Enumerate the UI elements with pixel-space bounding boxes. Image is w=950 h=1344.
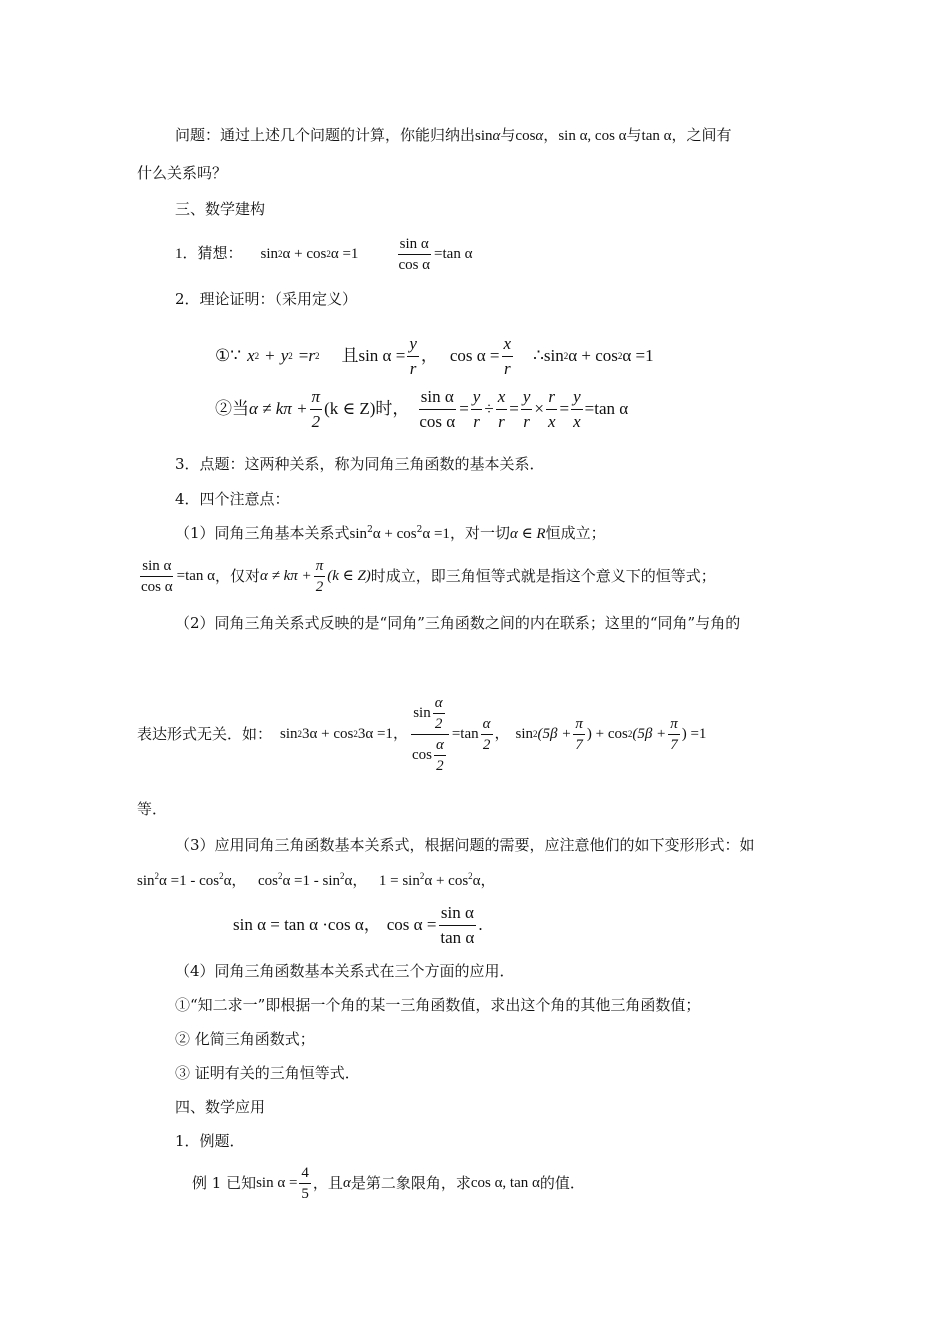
alpha-symbol: α <box>535 128 544 144</box>
conjecture-line: 1．猜想： sin 2 α + cos 2 α =1 $\frac{\text{sin α}}{\text{cos α}}$ =tan α <box>175 235 473 273</box>
application-2: ② 化简三角函数式； <box>175 1030 315 1048</box>
section-heading-3: 三、数学建构 <box>175 200 266 218</box>
question-paragraph <box>175 124 732 147</box>
alpha-symbol: α <box>492 128 501 144</box>
tan-result: =tan α <box>434 246 473 262</box>
note-3: （3）应用同角三角函数基本关系式，根据问题的需要，应注意他们的如下变形形式：如 <box>175 836 755 854</box>
conjecture-label: 1．猜想： <box>175 246 243 262</box>
sin-over-tan-fraction: $\frac{\text{sin α}}{\text{tan α}}$ <box>440 902 475 947</box>
point-four-heading: 4．四个注意点： <box>175 490 290 508</box>
identity-sin: sin <box>260 246 279 262</box>
because-mark: ①∵ <box>215 346 242 365</box>
when-mark: ②当 <box>215 399 249 418</box>
section-heading-4: 四、数学应用 <box>175 1098 266 1116</box>
question-continuation: 什么关系吗？ <box>137 164 228 182</box>
note-4: （4）同角三角函数基本关系式在三个方面的应用． <box>175 962 515 980</box>
sin-over-cos-fraction: $\frac{\text{sin α}}{\text{cos α}}$ <box>398 235 431 273</box>
note-1: （1）同角三角基本关系式$\sin^2\alpha + \cos^2\alpha =1$，对一切α ∈ R恒成立； <box>175 524 606 542</box>
examples-heading: 1．例题． <box>175 1132 245 1150</box>
cos-term: cos <box>515 128 536 144</box>
identity-result: α =1 <box>330 246 359 262</box>
pythagorean-result: α =1 <box>622 346 654 365</box>
x-over-r-fraction: $\frac{x}{r}$ <box>503 333 512 378</box>
tan-term: tan α <box>641 128 672 144</box>
note-2-examples: 表达形式无关．如： sin 2 3α + cos 2 3α =1 ， sin $\frac{\alpha}{2}$ cos $\frac{\alpha}{2}$ =tan $\frac{\alpha}{2}$ ， sin 2 (5β + $\frac{\pi}{7}$ ) + cos 2 (5β + $\frac{\pi}{7}$ ) =1 <box>137 694 707 774</box>
pi-over-2-fraction: $\frac{\pi}{2}$ <box>315 557 324 595</box>
sin-over-cos-fraction: $\frac{\text{sin α}}{\text{cos α}}$ <box>419 386 456 431</box>
proof-heading: 2．理论证明：（采用定义） <box>175 290 358 308</box>
note-3-forms-2: sin α = tan α ·cos α， cos α = $\frac{\text{sin α}}{\text{tan α}}$ . <box>233 902 483 948</box>
identity-cos: α + cos <box>282 246 327 262</box>
example-1: 例 1 已知 sin α = $\frac{4}{5}$ ，且 α 是第二象限角，求 cos α, tan α 的值． <box>192 1164 585 1202</box>
application-3: ③ 证明有关的三角恒等式． <box>175 1064 360 1082</box>
four-fifths-fraction: $\frac{4}{5}$ <box>301 1164 309 1202</box>
proof-step-2: ②当 α ≠ kπ + $\frac{\pi}{2}$ (k ∈ Z)时， $\frac{\text{sin α}}{\text{cos α}}$ = $\frac{y}{r}$ ÷ $\frac{x}{r}$ = $\frac{y}{r}$ × $\frac{r}{x}$ = $\frac{y}{x}$ =tan α <box>215 384 628 434</box>
proof-step-1: ①∵ x 2 + y 2 = r 2 且 sin α = $\frac{y}{r}$ ， cos α = $\frac{x}{r}$ ∴ sin 2 α + cos 2 α =1 <box>215 332 654 380</box>
therefore-mark: ∴ <box>533 346 544 365</box>
and-text: 且 <box>341 346 359 365</box>
point-three: 3．点题：这两种关系，称为同角三角函数的基本关系． <box>175 455 545 473</box>
y-over-r-fraction: $\frac{y}{r}$ <box>409 333 417 378</box>
half-angle-fraction: sin $\frac{\alpha}{2}$ cos $\frac{\alpha}{2}$ <box>410 693 450 776</box>
sin-term: sin <box>475 128 493 144</box>
pi-over-2-fraction: $\frac{\pi}{2}$ <box>311 386 321 431</box>
sin-cos-pair: sin α, cos α <box>558 128 627 144</box>
sin-over-cos-fraction: $\frac{\text{sin α}}{\text{cos α}}$ <box>141 557 173 595</box>
connector-text: 与 <box>500 126 516 144</box>
note-3-forms: $\sin^2\alpha =1 - \cos^2\alpha$， $\cos^2\alpha =1 - \sin^2\alpha$， $1 = \sin^2\alpha + \cos^2\alpha$， <box>137 871 496 889</box>
tan-result: =tan α <box>584 399 629 418</box>
condition-text: (k ∈ Z)时， <box>324 399 410 418</box>
question-text: 问题：通过上述几个问题的计算，你能归纳出 <box>175 126 476 144</box>
application-1: ①“知二求一”即根据一个角的某一三角函数值，求出这个角的其他三角函数值； <box>175 996 701 1014</box>
connector-text: 与 <box>626 126 642 144</box>
comma-text: ， <box>543 126 559 144</box>
note-1-continuation: $\frac{\text{sin α}}{\text{cos α}}$ =tan α ，仅对 α ≠ kπ + $\frac{\pi}{2}$ (k ∈ Z) 时成立，即三角恒等式就是指这个意义下的恒等式； <box>141 557 716 595</box>
deng-text: 等． <box>137 800 168 818</box>
note-2: （2）同角三角关系式反映的是“同角”三角函数之间的内在联系；这里的“同角”与角的 <box>175 614 741 632</box>
question-tail: ，之间有 <box>671 126 732 144</box>
